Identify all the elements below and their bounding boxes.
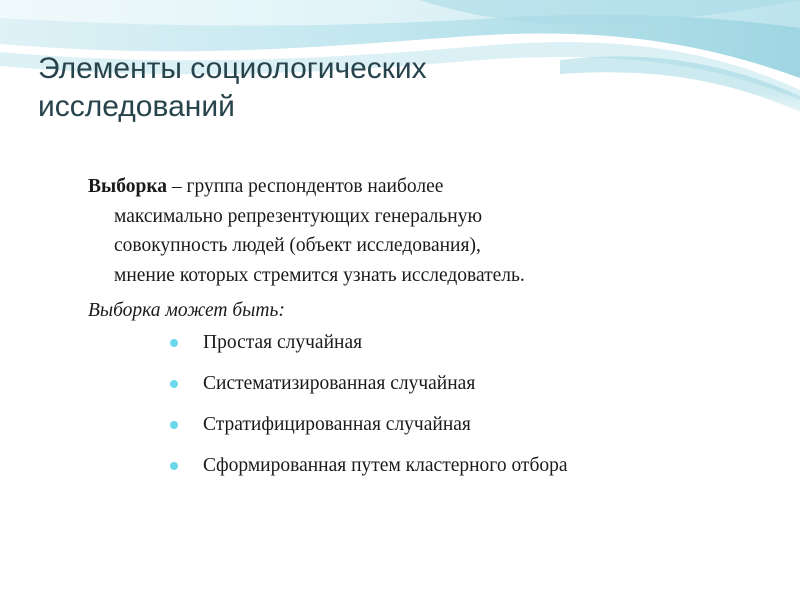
definition-first-line <box>88 176 443 197</box>
bullet-dot-icon <box>170 421 178 429</box>
sample-types-list <box>88 330 778 479</box>
list-item-label: Простая случайная <box>203 332 363 353</box>
definition-text-line-2: максимально репрезентующих генеральную <box>114 205 483 227</box>
definition-text-line-1: – группа респондентов наиболее <box>167 176 444 197</box>
definition-text-line-4: мнение которых стремится узнать исследователь. <box>114 264 525 286</box>
list-item <box>88 453 778 479</box>
list-item <box>88 330 778 356</box>
list-item-label: Стратифицированная случайная <box>203 414 471 435</box>
definition-paragraph <box>88 172 778 290</box>
sample-types-heading: Выборка может быть: <box>88 300 285 321</box>
definition-term: Выборка <box>88 176 168 197</box>
list-item <box>88 412 778 438</box>
list-item-label: Систематизированная случайная <box>203 373 476 394</box>
bullet-dot-icon <box>170 380 178 388</box>
slide-title-line-1: Элементы социологических <box>38 52 427 85</box>
slide-title-line-2: исследований <box>38 90 235 123</box>
list-item-label: Сформированная путем кластерного отбора <box>203 455 568 476</box>
definition-text-line-3: совокупность людей (объект исследования), <box>114 235 481 256</box>
list-item <box>88 371 778 397</box>
slide-title <box>38 50 738 126</box>
bullet-dot-icon <box>170 462 178 470</box>
slide-body <box>88 172 778 494</box>
bullet-dot-icon <box>170 339 178 347</box>
